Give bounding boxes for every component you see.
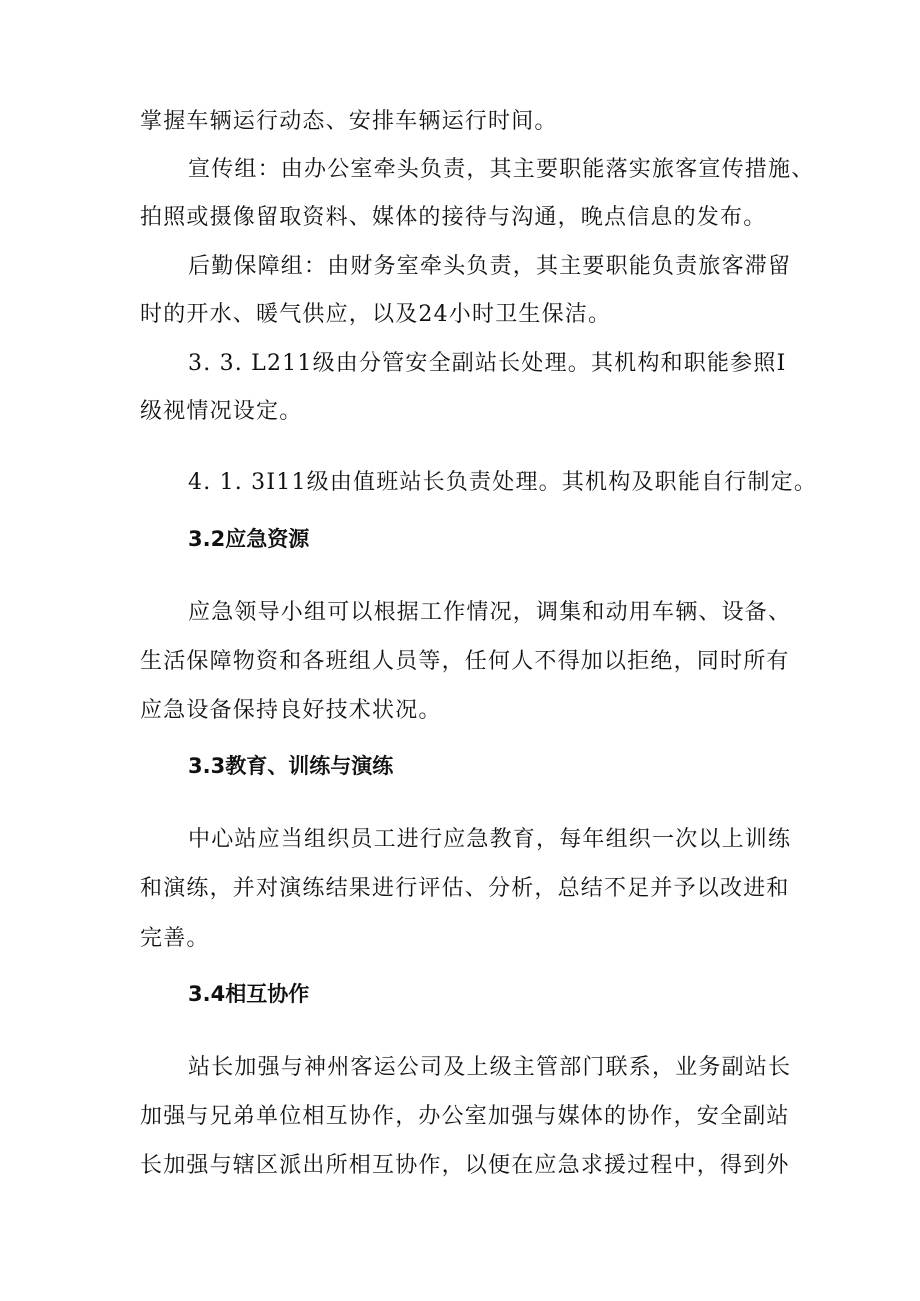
paragraph-line: 站长加强与神州客运公司及上级主管部门联系，业务副站长 [188, 1055, 792, 1080]
paragraph-line: 时的开水、暖气供应，以及24小时卫生保洁。 [140, 302, 612, 327]
paragraph-line: 加强与兄弟单位相互协作，办公室加强与媒体的协作，安全副站 [140, 1104, 790, 1129]
section-heading: 3.2应急资源 [188, 527, 310, 551]
paragraph-line: 应急领导小组可以根据工作情况，调集和动用车辆、设备、 [188, 600, 792, 625]
paragraph-line: 生活保障物资和各班组人员等，任何人不得加以拒绝，同时所有 [140, 649, 790, 674]
paragraph-line: 后勤保障组：由财务室牵头负责，其主要职能负责旅客滞留 [188, 254, 792, 279]
paragraph-line: 拍照或摄像留取资料、媒体的接待与沟通，晚点信息的发布。 [140, 205, 767, 230]
paragraph-line: 级视情况设定。 [140, 399, 303, 424]
paragraph-line: 应急设备保持良好技术状况。 [140, 698, 442, 723]
paragraph-line: 和演练，并对演练结果进行评估、分析，总结不足并予以改进和 [140, 876, 790, 901]
paragraph-line: 完善。 [140, 926, 210, 951]
paragraph-line: 掌握车辆运行动态、安排车辆运行时间。 [140, 109, 558, 134]
paragraph-line: 中心站应当组织员工进行应急教育，每年组织一次以上训练 [188, 827, 792, 852]
paragraph-line: 长加强与辖区派出所相互协作，以便在应急求援过程中，得到外 [140, 1153, 790, 1178]
paragraph-line: 宣传组：由办公室牵头负责，其主要职能落实旅客宣传措施、 [188, 157, 815, 182]
section-heading: 3.3教育、训练与演练 [188, 754, 394, 778]
paragraph-line: 4. 1. 3I11级由值班站长负责处理。其机构及职能自行制定。 [188, 470, 818, 495]
paragraph-line: 3. 3. L211级由分管安全副站长处理。其机构和职能参照Ⅰ [188, 351, 787, 376]
section-heading: 3.4相互协作 [188, 982, 310, 1006]
